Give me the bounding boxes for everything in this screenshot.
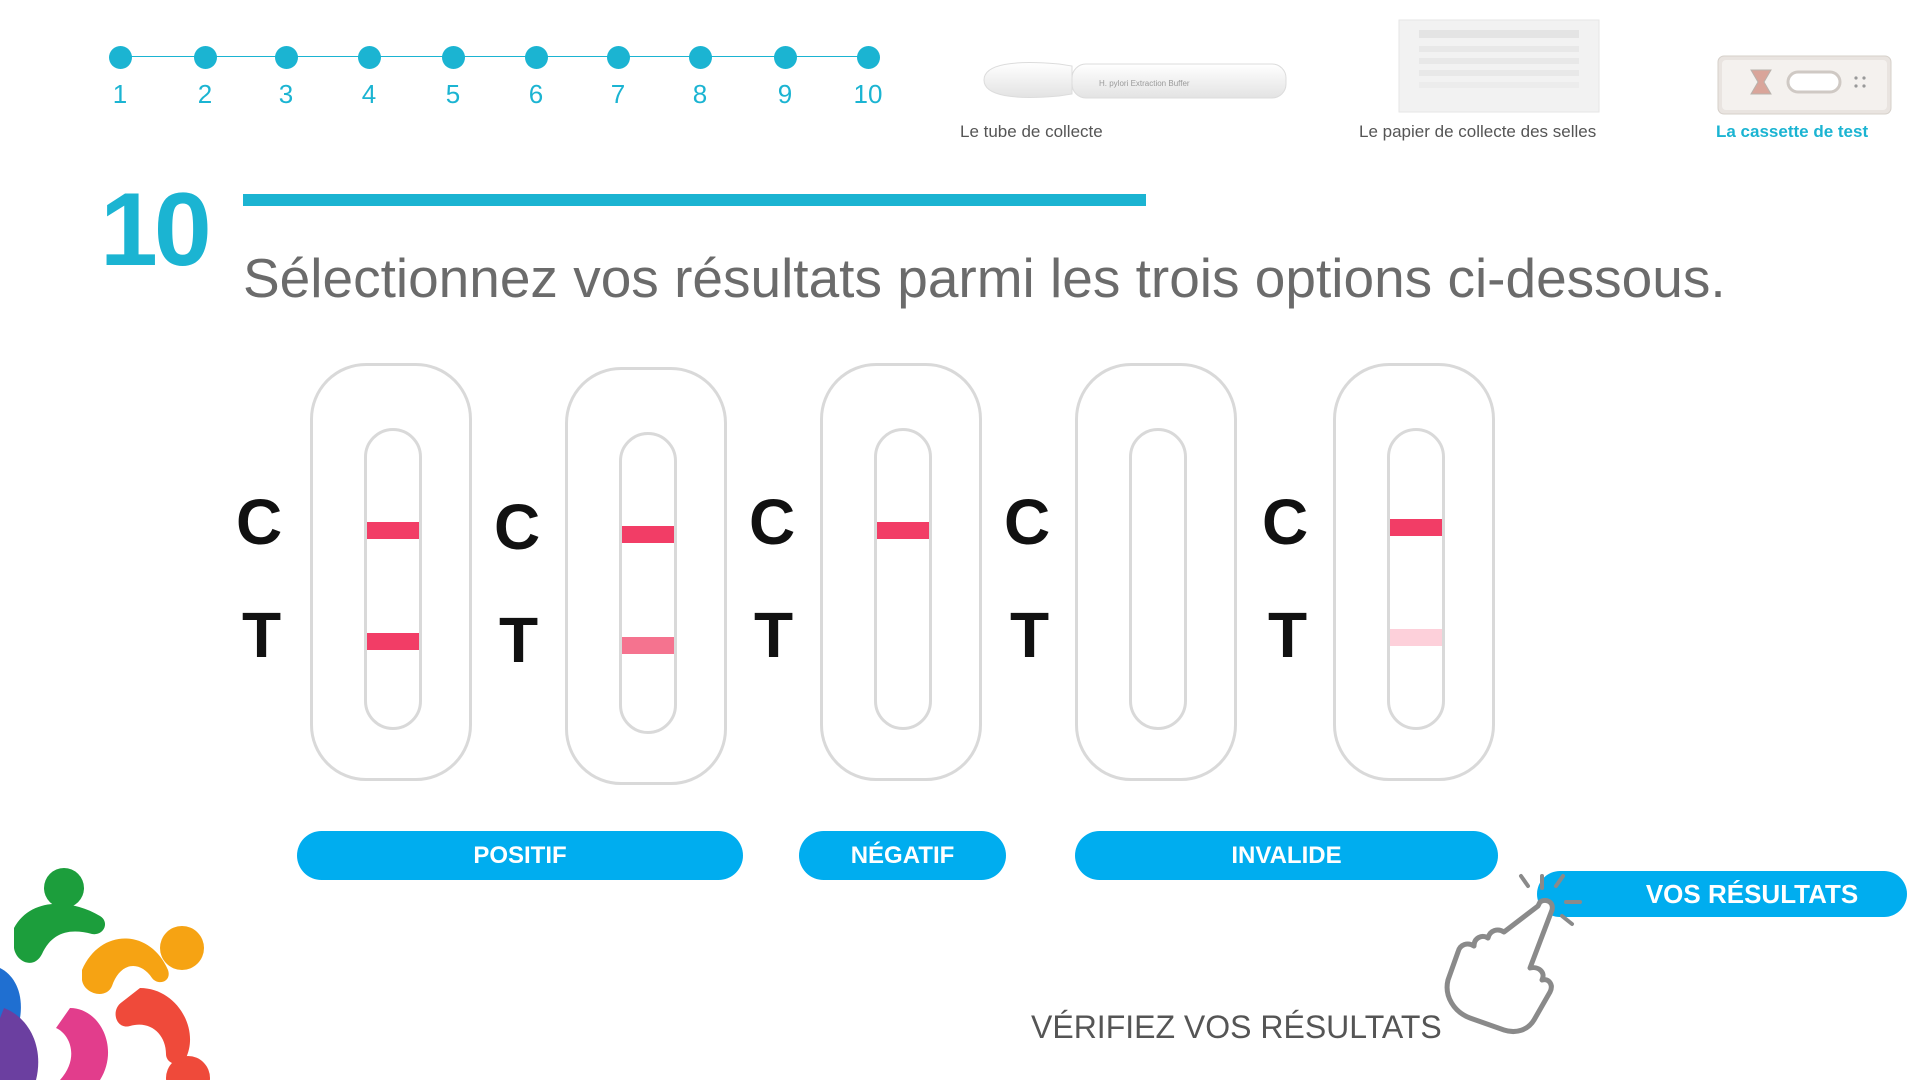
result-window [619, 432, 677, 734]
result-window [364, 428, 422, 730]
control-line-label: C [749, 486, 796, 558]
test-band [1390, 629, 1442, 646]
kit-item-tube[interactable] [960, 18, 1300, 148]
brand-logo-icon [0, 858, 210, 1080]
result-window [1387, 428, 1445, 730]
step-number: 8 [692, 79, 708, 109]
step-number: 4 [361, 79, 377, 109]
cassette-example-3 [820, 363, 982, 781]
step-dot [442, 46, 465, 69]
step-1[interactable] [90, 40, 150, 110]
control-band [877, 522, 929, 539]
instruction-text: Sélectionnez vos résultats parmi les trois options ci-dessous. [243, 247, 1726, 309]
your-results-button[interactable]: VOS RÉSULTATS [1537, 871, 1907, 917]
step-dot [607, 46, 630, 69]
kit-item-paper[interactable] [1356, 18, 1656, 148]
step-10[interactable] [838, 40, 898, 110]
collection-paper-icon [1397, 18, 1601, 114]
step-8[interactable] [670, 40, 730, 110]
control-band [367, 522, 419, 539]
step-dot [275, 46, 298, 69]
positive-button[interactable]: POSITIF [297, 831, 743, 880]
step-number: 5 [445, 79, 461, 109]
test-band [367, 633, 419, 650]
step-number-heading: 10 [100, 172, 208, 288]
control-line-label: C [236, 486, 283, 558]
title-underline [243, 194, 1146, 206]
step-dot [194, 46, 217, 69]
step-number: 3 [278, 79, 294, 109]
step-number: 7 [610, 79, 626, 109]
test-cassette-icon [1716, 48, 1893, 118]
test-line-label: T [754, 599, 794, 671]
step-7[interactable] [588, 40, 648, 110]
test-line-label: T [499, 604, 539, 676]
kit-paper-label: Le papier de collecte des selles [1359, 122, 1597, 141]
step-number: 6 [528, 79, 544, 109]
kit-cassette-label: La cassette de test [1716, 122, 1869, 141]
result-window [874, 428, 932, 730]
result-window [1129, 428, 1187, 730]
invalid-button[interactable]: INVALIDE [1075, 831, 1498, 880]
control-line-label: C [1004, 486, 1051, 558]
cassette-example-1 [310, 363, 472, 781]
tube-print: H. pylori Extraction Buffer [1099, 79, 1190, 88]
step-number: 10 [853, 79, 883, 109]
control-line-label: C [494, 491, 541, 563]
step-dot [358, 46, 381, 69]
test-band [622, 637, 674, 654]
step-dot [857, 46, 880, 69]
step-number: 1 [112, 79, 128, 109]
step-dot [525, 46, 548, 69]
step-dot [689, 46, 712, 69]
negative-button[interactable]: NÉGATIF [799, 831, 1006, 880]
test-line-label: T [242, 599, 282, 671]
step-dot [774, 46, 797, 69]
kit-tube-label: Le tube de collecte [960, 122, 1103, 141]
verify-results-text: VÉRIFIEZ VOS RÉSULTATS [1031, 1009, 1442, 1045]
step-number: 9 [777, 79, 793, 109]
control-band [1390, 519, 1442, 536]
step-5[interactable] [423, 40, 483, 110]
test-line-label: T [1268, 599, 1308, 671]
progress-stepper [108, 40, 888, 110]
step-9[interactable] [755, 40, 815, 110]
hand-pointer-icon [1430, 872, 1600, 1042]
test-line-label: T [1010, 599, 1050, 671]
collection-tube-icon [964, 52, 1294, 108]
step-6[interactable] [506, 40, 566, 110]
cassette-example-2 [565, 367, 727, 785]
cassette-example-5 [1333, 363, 1495, 781]
cassette-example-4 [1075, 363, 1237, 781]
step-number: 2 [197, 79, 213, 109]
control-line-label: C [1262, 486, 1309, 558]
step-3[interactable] [256, 40, 316, 110]
kit-item-cassette[interactable] [1716, 18, 1916, 148]
control-band [622, 526, 674, 543]
step-2[interactable] [175, 40, 235, 110]
step-4[interactable] [339, 40, 399, 110]
step-dot [109, 46, 132, 69]
